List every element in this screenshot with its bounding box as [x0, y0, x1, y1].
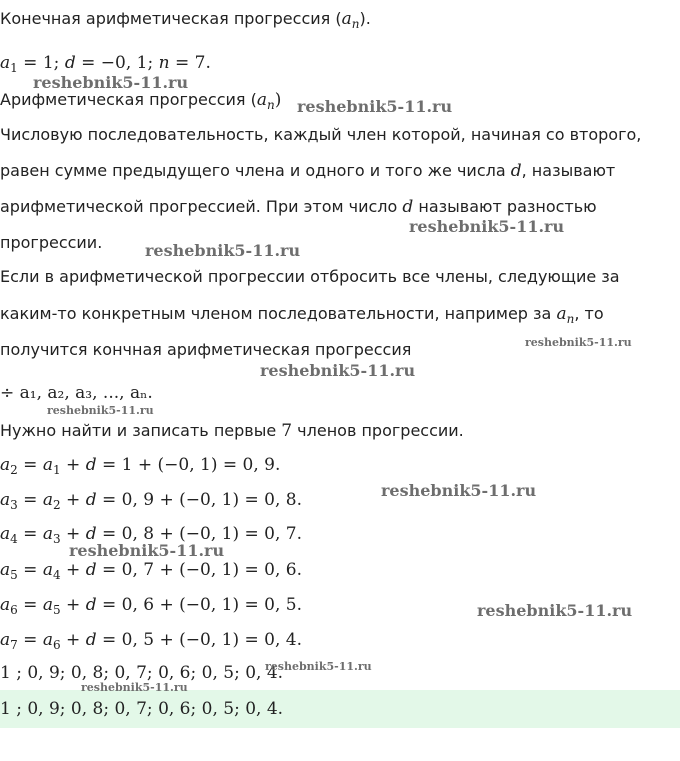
- finite-line-2: каким-то конкретным членом последовательности, например за $a_n$, то: [0, 304, 604, 326]
- result-line: 1 ; 0, 9; 0, 8; 0, 7; 0, 6; 0, 5; 0, 4.: [0, 663, 284, 683]
- given-line: $a_1 = 1$; d = −0, 1; n = 7.: [0, 53, 211, 75]
- section-heading-text: Арифметическая прогрессия (: [0, 90, 257, 109]
- sequence-line: ÷ a₁, a₂, a₃, ..., aₙ.: [0, 383, 153, 403]
- step-equation: $a_5 = a_4 + d = 0$, 7 + (−0, 1) = 0, 6.: [0, 560, 303, 582]
- watermark: reshebnik5-11.ru: [69, 541, 225, 560]
- title-text: Конечная арифметическая прогрессия (: [0, 9, 342, 28]
- finite-line-1: Если в арифметической прогрессии отбросить все члены, следующие за: [0, 267, 620, 286]
- watermark: reshebnik5-11.ru: [265, 660, 372, 673]
- watermark: reshebnik5-11.ru: [297, 97, 453, 116]
- watermark: reshebnik5-11.ru: [525, 336, 632, 349]
- given-n: 7: [194, 53, 206, 73]
- title-sequence-symbol: $a_n$: [341, 9, 360, 31]
- definition-line-1: Числовую последовательность, каждый член которой, начиная со второго,: [0, 125, 642, 144]
- task-line: Нужно найти и записать первые 7 членов прогрессии.: [0, 421, 464, 441]
- definition-line-2: равен сумме предыдущего члена и одного и того же числа d, называют: [0, 161, 616, 181]
- definition-line-3: арифметической прогрессией. При этом число d называют разностью: [0, 197, 597, 217]
- title-line: [0, 8, 371, 35]
- watermark: reshebnik5-11.ru: [477, 601, 633, 620]
- given-a1: 1: [42, 53, 54, 73]
- definition-line-4: прогрессии.: [0, 233, 103, 252]
- title-suffix: ).: [359, 9, 371, 28]
- task-count: 7: [281, 421, 293, 441]
- watermark: reshebnik5-11.ru: [260, 361, 416, 380]
- step-equation: $a_6 = a_5 + d = 0$, 6 + (−0, 1) = 0, 5.: [0, 595, 303, 617]
- watermark: reshebnik5-11.ru: [33, 73, 189, 92]
- watermark: reshebnik5-11.ru: [47, 404, 154, 417]
- watermark: reshebnik5-11.ru: [381, 481, 537, 500]
- watermark: reshebnik5-11.ru: [409, 217, 565, 236]
- step-equation: $a_2 = a_1 + d = 1 + (-0$, 1) = 0, 9.: [0, 455, 281, 477]
- given-d: −0, 1: [100, 53, 148, 73]
- answer-box: [0, 690, 680, 728]
- finite-line-3: получится кончная арифметическая прогрессия: [0, 340, 412, 359]
- step-equation: $a_3 = a_2 + d = 0$, 9 + (−0, 1) = 0, 8.: [0, 490, 303, 512]
- section-heading: Арифметическая прогрессия $(a_n)$: [0, 90, 282, 112]
- step-equation: $a_7 = a_6 + d = 0$, 5 + (−0, 1) = 0, 4.: [0, 630, 303, 652]
- answer-text: 1 ; 0, 9; 0, 8; 0, 7; 0, 6; 0, 5; 0, 4.: [0, 699, 284, 719]
- watermark: reshebnik5-11.ru: [145, 241, 301, 260]
- watermark: reshebnik5-11.ru: [81, 681, 188, 694]
- step-equation: $a_4 = a_3 + d = 0$, 8 + (−0, 1) = 0, 7.: [0, 524, 303, 546]
